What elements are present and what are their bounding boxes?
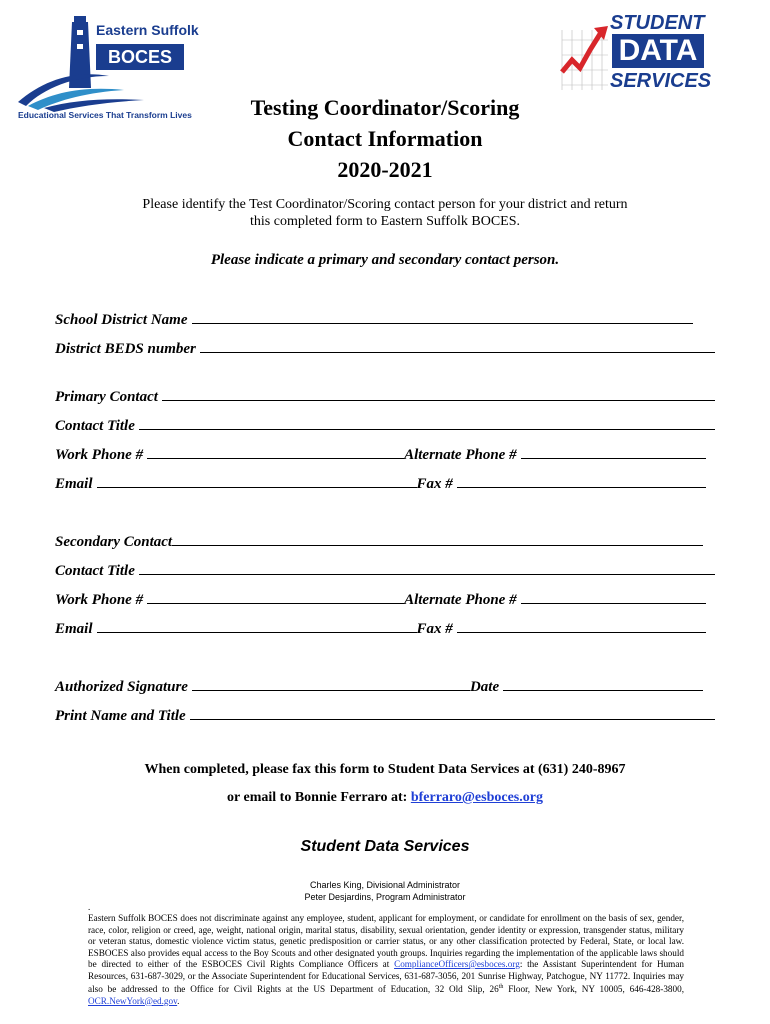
intro-text xyxy=(90,196,680,230)
beds-number-field[interactable] xyxy=(55,339,715,358)
primary-phone-row[interactable] xyxy=(55,445,706,464)
alt-phone-label-2: Alternate Phone # xyxy=(404,592,517,608)
district-name-line[interactable] xyxy=(192,310,693,324)
intro-line-1: Please identify the Test Coordinator/Scoring contact person for your district and return xyxy=(142,197,628,212)
logo-text-student: STUDENT xyxy=(610,12,705,34)
disclaimer-part-1: Eastern Suffolk BOCES does not discriminate against any employee, student, applicant for employment, or candidate for enrollment on the basis of sex, gender, race, color, religion or creed, age, weight, national origin, marital status, disability, sexual orientation, gender identity or expression, transgender status, military or veteran status, domestic violence victim status, genetic predisposition or carrier status, or any other classification protected by Federal, State, or local law. ESBOCES also provides equal access to the Boy Scouts and other designated youth groups. Inquiries regarding the implementation of the applicable laws should be directed to either of the ESBOCES Civil Rights Compliance Officers at xyxy=(88,913,684,969)
non-discrimination-notice xyxy=(88,913,684,1007)
instruction-text: Please indicate a primary and secondary contact person. xyxy=(210,252,560,268)
disclaimer-part-4: . xyxy=(177,995,180,1006)
ocr-email-link[interactable]: OCR.NewYork@ed.gov xyxy=(88,995,178,1006)
fax-instruction: When completed, please fax this form to Student Data Services at (631) 240-8967 xyxy=(144,762,626,777)
primary-contact-title-field[interactable] xyxy=(55,416,715,435)
authorized-signature-label: Authorized Signature xyxy=(55,679,188,695)
logo-text-boces: BOCES xyxy=(107,47,172,67)
date-label: Date xyxy=(469,679,500,695)
contact-title-label: Contact Title xyxy=(55,418,135,434)
signature-row[interactable] xyxy=(55,677,703,696)
secondary-contact-field[interactable] xyxy=(55,532,703,551)
primary-contact-label: Primary Contact xyxy=(55,389,158,405)
alt-phone-label: Alternate Phone # xyxy=(404,447,517,463)
admin-line-1: Charles King, Divisional Administrator xyxy=(309,880,461,890)
secondary-email-row[interactable] xyxy=(55,619,706,638)
email-line-2[interactable] xyxy=(97,619,417,633)
bferraro-email-link[interactable]: bferraro@esboces.org xyxy=(410,790,543,805)
compliance-officers-email-link[interactable]: ComplianceOfficers@esboces.org xyxy=(394,959,520,969)
work-phone-label: Work Phone # xyxy=(55,447,144,463)
disclaimer-part-2: : the Assistant Superintendent for Human Resources, 631-687-3029, or the Associate Superintendent for Educational Services, 631-687-3056, 201 Sunrise Highway, Patchogue, NY 11772. Inquiries may also be addressed to the Office for Civil Rights at the US Department of Education, 32 Old Slip, 26 xyxy=(88,959,684,995)
secondary-contact-line[interactable] xyxy=(172,532,703,546)
work-phone-label-2: Work Phone # xyxy=(55,592,144,608)
fax-line-2[interactable] xyxy=(457,619,706,633)
district-name-label: School District Name xyxy=(55,312,188,328)
student-data-services-logo xyxy=(558,10,712,100)
email-line[interactable] xyxy=(97,474,417,488)
primary-contact-field[interactable] xyxy=(55,387,715,406)
logo-text-eastern-suffolk: Eastern Suffolk xyxy=(96,22,199,38)
secondary-contact-label: Secondary Contact xyxy=(55,534,173,550)
alt-phone-line[interactable] xyxy=(521,445,706,459)
print-name-title-line[interactable] xyxy=(190,706,715,720)
email-instruction xyxy=(60,790,710,806)
beds-number-line[interactable] xyxy=(200,339,715,353)
alt-phone-line-2[interactable] xyxy=(521,590,706,604)
title-line-1: Testing Coordinator/Scoring xyxy=(250,95,520,120)
form-title xyxy=(160,92,610,185)
work-phone-line-2[interactable] xyxy=(147,590,404,604)
sds-heading: Student Data Services xyxy=(300,838,470,855)
email-label-2: Email xyxy=(55,621,93,637)
print-name-title-field[interactable] xyxy=(55,706,715,725)
contact-title-line-2[interactable] xyxy=(139,561,715,575)
secondary-phone-row[interactable] xyxy=(55,590,706,609)
fax-label: Fax # xyxy=(416,476,453,492)
intro-line-2: this completed form to Eastern Suffolk BOCES. xyxy=(250,214,520,229)
district-name-field[interactable] xyxy=(55,310,693,329)
title-line-3: 2020-2021 xyxy=(337,157,433,182)
primary-contact-line[interactable] xyxy=(162,387,715,401)
logo-tagline: Educational Services That Transform Lives xyxy=(18,110,192,120)
admin-line-2: Peter Desjardins, Program Administrator xyxy=(304,892,466,902)
secondary-contact-title-field[interactable] xyxy=(55,561,715,580)
logo-text-services: SERVICES xyxy=(610,70,712,92)
signature-line[interactable] xyxy=(192,677,470,691)
work-phone-line[interactable] xyxy=(147,445,404,459)
contact-title-label-2: Contact Title xyxy=(55,563,135,579)
primary-email-row[interactable] xyxy=(55,474,706,493)
email-label: Email xyxy=(55,476,93,492)
date-line[interactable] xyxy=(503,677,703,691)
print-name-title-label: Print Name and Title xyxy=(55,708,186,724)
title-line-2: Contact Information xyxy=(287,126,483,151)
logo-text-data: DATA xyxy=(612,34,704,68)
disclaimer-part-3: Floor, New York, NY 10005, 646-428-3800, xyxy=(503,984,684,995)
contact-title-line[interactable] xyxy=(139,416,715,430)
beds-number-label: District BEDS number xyxy=(55,341,196,357)
fax-line[interactable] xyxy=(457,474,706,488)
email-instruction-prefix: or email to Bonnie Ferraro at: xyxy=(227,790,411,805)
disclaimer-superscript: th xyxy=(498,984,504,990)
fax-label-2: Fax # xyxy=(416,621,453,637)
disclaimer-dot: . xyxy=(88,902,91,912)
